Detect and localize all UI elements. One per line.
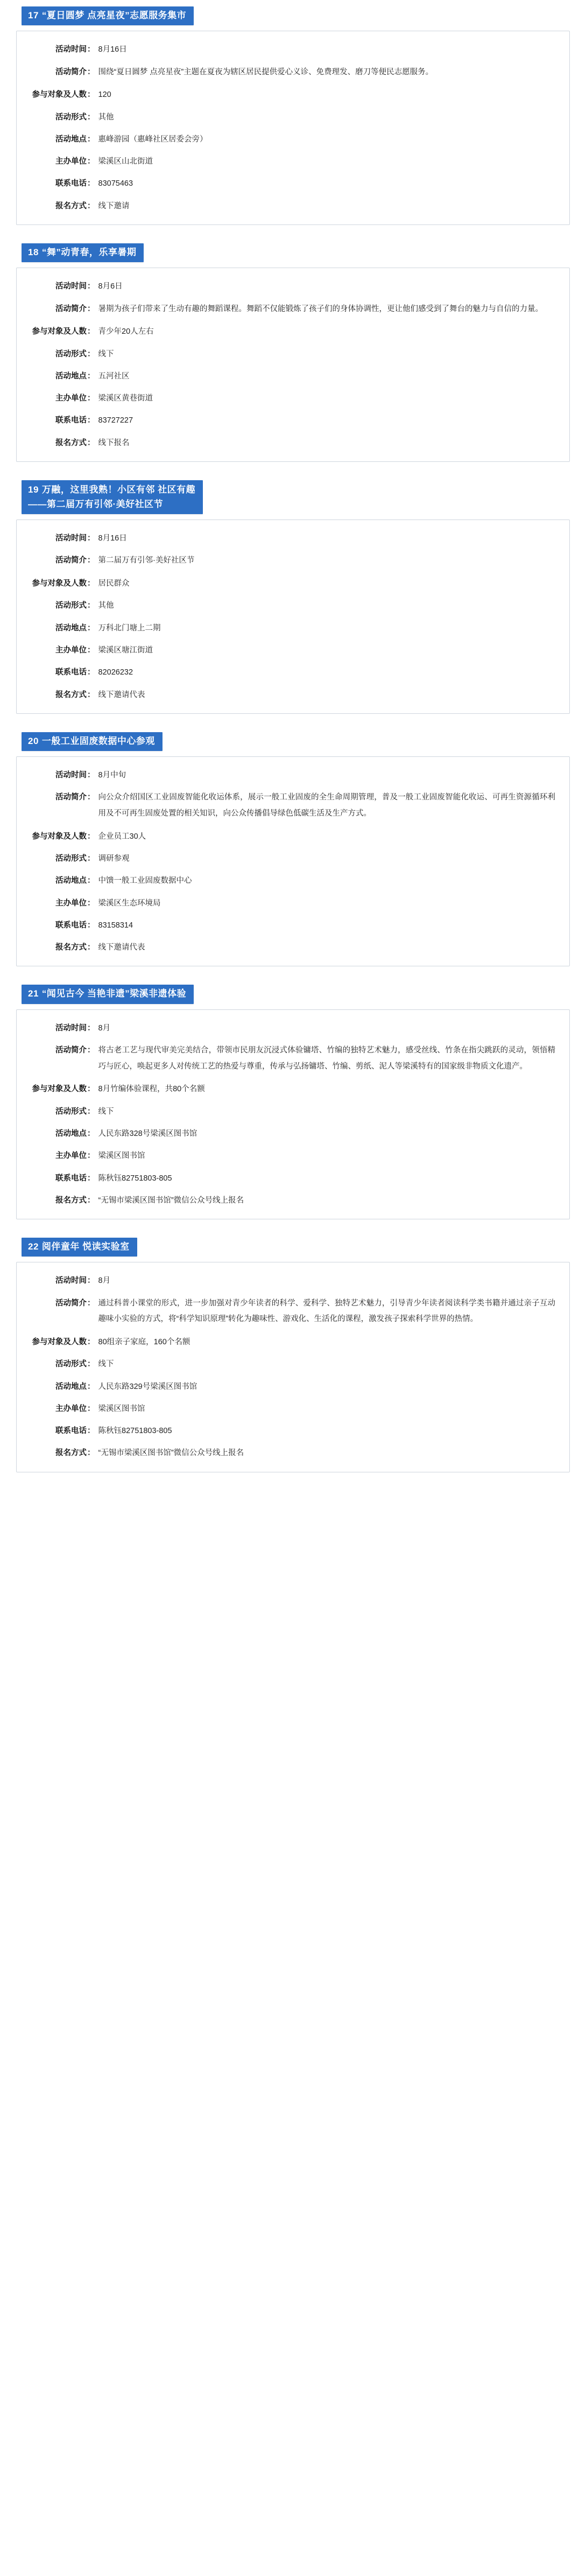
activity-title-banner-wrap [22,732,570,751]
field-colon: ： [87,1023,95,1033]
field-row-signup [31,940,555,955]
field-label-form: 活动形式 [55,1107,87,1116]
field-colon: ： [87,943,95,952]
field-label-form: 活动形式 [55,349,87,359]
field-row-form [31,110,555,125]
field-value-time: 8月16日 [98,45,127,54]
field-colon: ： [87,1404,95,1413]
activity-title-banner [22,6,194,25]
field-label-phone: 联系电话 [55,921,87,930]
field-colon: ： [87,67,95,76]
field-row-audience [31,324,555,339]
field-label-audience: 参与对象及人数 [32,1338,87,1347]
field-value-intro: 向公众介绍国区工业固废智能化收运体系，展示一般工业固废的全生命周期管理，普及一般工业固废智能化收运、可再生资源循环利用及不可再生固废处置的相关知识，向公众传播倡导绿色低碳生活及生产方式。 [98,793,555,818]
field-row-intro [31,790,555,822]
field-label-organizer: 主办单位 [55,1152,87,1161]
field-label-organizer: 主办单位 [55,899,87,908]
field-row-intro [31,65,555,81]
field-label-time: 活动时间 [55,1276,87,1286]
field-value-place: 人民东路328号梁溪区图书馆 [98,1129,197,1139]
activity-title-banner [22,1238,137,1257]
field-label-phone: 联系电话 [55,1427,87,1436]
field-label-time: 活动时间 [55,282,87,291]
field-colon: ： [87,854,95,864]
activity-title: 一般工业固废数据中心参观 [41,735,155,746]
field-label-organizer: 主办单位 [55,394,87,403]
field-value-phone: 82026232 [98,668,133,677]
field-value-form: 调研参观 [98,854,130,864]
field-colon: ： [87,1427,95,1436]
field-label-phone: 联系电话 [55,1174,87,1183]
activity-title: “闻见古今 当艳非遗”梁溪非遗体验 [41,988,187,999]
field-label-audience: 参与对象及人数 [32,90,87,100]
field-colon: ： [87,1360,95,1369]
field-label-place: 活动地点 [55,371,87,381]
field-value-phone: 陈秋钰82751803-805 [98,1174,172,1183]
activity-card [16,520,570,714]
field-row-phone [31,413,555,428]
field-colon: ： [87,304,95,313]
field-row-time [31,768,555,783]
field-colon: ： [87,899,95,908]
field-label-phone: 联系电话 [55,179,87,188]
field-label-place: 活动地点 [55,1382,87,1391]
field-label-intro: 活动简介 [55,1298,87,1308]
field-row-time [31,531,555,546]
field-row-organizer [31,154,555,169]
field-colon: ： [87,135,95,144]
field-colon: ： [87,771,95,780]
activity-item [0,732,586,967]
field-colon: ： [87,793,95,802]
field-value-time: 8月中旬 [98,771,126,780]
field-value-intro: 第二届万有引邻·美好社区节 [98,556,195,565]
field-row-time [31,279,555,294]
field-row-audience [31,87,555,102]
field-colon: ： [87,282,95,291]
field-label-intro: 活动简介 [55,556,87,565]
activity-number: 17 [28,10,39,20]
field-row-intro [31,1043,555,1075]
field-value-place: 人民东路329号梁溪区图书馆 [98,1382,197,1391]
field-label-place: 活动地点 [55,135,87,144]
field-value-audience: 居民群众 [98,579,130,588]
field-colon: ： [87,668,95,677]
field-value-form: 其他 [98,113,114,122]
field-value-audience: 80组亲子家庭，160个名额 [98,1338,190,1347]
field-row-time [31,1021,555,1036]
field-colon: ： [87,601,95,610]
field-value-phone: 83727227 [98,416,133,425]
field-colon: ： [87,832,95,841]
field-value-signup: “无锡市梁溪区图书馆”微信公众号线上报名 [98,1449,244,1458]
field-row-intro [31,301,555,318]
activity-title: “舞”动青春，乐享暑期 [41,247,137,257]
field-label-phone: 联系电话 [55,668,87,677]
activity-title-banner-wrap [22,480,570,514]
field-value-phone: 83158314 [98,921,133,930]
activity-card [16,268,570,462]
field-row-audience [31,829,555,844]
field-colon: ： [87,921,95,930]
field-label-audience: 参与对象及人数 [32,1085,87,1094]
field-colon: ： [87,1449,95,1458]
field-colon: ： [87,1046,95,1055]
field-value-phone: 陈秋钰82751803-805 [98,1427,172,1436]
field-row-organizer [31,896,555,911]
field-value-phone: 83075463 [98,179,133,188]
field-colon: ： [87,45,95,54]
field-row-organizer [31,1148,555,1163]
field-row-place [31,873,555,888]
field-label-form: 活动形式 [55,1360,87,1369]
activity-card [16,31,570,225]
field-row-intro [31,553,555,569]
field-label-audience: 参与对象及人数 [32,579,87,588]
field-row-time [31,42,555,57]
field-value-place: 中馈一般工业固废数据中心 [98,876,192,886]
field-row-audience [31,1335,555,1350]
field-colon: ： [87,579,95,588]
field-colon: ： [87,394,95,403]
activity-item [0,243,586,462]
field-row-audience [31,1082,555,1097]
field-value-signup: 线下报名 [98,438,130,447]
field-row-signup [31,687,555,703]
field-row-phone [31,918,555,933]
activity-title-banner-wrap [22,6,570,25]
field-value-time: 8月6日 [98,282,123,291]
field-colon: ： [87,416,95,425]
field-value-audience: 青少年20人左右 [98,327,154,336]
field-colon: ： [87,349,95,359]
activity-title-banner-wrap [22,1238,570,1257]
field-label-intro: 活动简介 [55,793,87,802]
field-colon: ： [87,438,95,447]
field-label-intro: 活动简介 [55,304,87,313]
field-colon: ： [87,1338,95,1347]
field-value-signup: “无锡市梁溪区图书馆”微信公众号线上报名 [98,1196,244,1205]
field-row-signup [31,1193,555,1208]
field-label-signup: 报名方式 [55,1449,87,1458]
field-row-form [31,851,555,866]
field-colon: ： [87,876,95,886]
field-colon: ： [87,1382,95,1391]
field-value-intro: 将古老工艺与现代审美完美结合，带领市民朋友沉浸式体验镛塔、竹编的独特艺术魅力，感受丝线、竹条在指尖跳跃的灵动，领悟精巧与匠心，唤起更多人对传统工艺的热爱与尊重，传承与弘扬镛塔、竹编、剪纸、泥人等梁溪特有的国家级非物质文化遗产。 [98,1046,555,1071]
field-label-form: 活动形式 [55,601,87,610]
field-value-organizer: 梁溪区塘江街道 [98,646,153,655]
field-label-audience: 参与对象及人数 [32,832,87,841]
field-label-place: 活动地点 [55,623,87,633]
field-label-time: 活动时间 [55,45,87,54]
activity-card [16,1009,570,1219]
field-label-time: 活动时间 [55,534,87,543]
field-value-form: 线下 [98,349,114,359]
field-colon: ： [87,646,95,655]
field-label-form: 活动形式 [55,854,87,864]
field-row-form [31,598,555,613]
field-colon: ： [87,556,95,565]
field-label-time: 活动时间 [55,771,87,780]
activity-title: 阅伴童年 悦读实验室 [41,1241,130,1252]
field-label-form: 活动形式 [55,113,87,122]
field-label-signup: 报名方式 [55,1196,87,1205]
activity-number: 22 [28,1241,39,1252]
activity-item [0,480,586,714]
activity-title: “夏日圆梦 点亮星夜”志愿服务集市 [41,10,187,20]
field-colon: ： [87,327,95,336]
activity-number: 20 [28,735,39,746]
field-value-time: 8月 [98,1276,111,1286]
field-value-form: 线下 [98,1360,114,1369]
field-label-organizer: 主办单位 [55,1404,87,1413]
field-colon: ： [87,371,95,381]
field-colon: ： [87,1174,95,1183]
activity-item [0,1238,586,1472]
field-row-place [31,621,555,636]
field-label-time: 活动时间 [55,1023,87,1033]
field-row-signup [31,1445,555,1461]
field-value-time: 8月 [98,1023,111,1033]
field-row-form [31,347,555,362]
field-row-place [31,132,555,147]
field-value-form: 线下 [98,1107,114,1116]
activity-number: 21 [28,988,39,999]
field-row-signup [31,199,555,214]
field-value-organizer: 梁溪区图书馆 [98,1152,145,1161]
activity-title-banner [22,732,163,751]
field-colon: ： [87,1152,95,1161]
field-row-place [31,1379,555,1394]
field-row-signup [31,436,555,451]
field-value-signup: 线下邀请代表 [98,943,145,952]
field-label-organizer: 主办单位 [55,157,87,166]
field-label-signup: 报名方式 [55,943,87,952]
field-value-intro: 暑期为孩子们带来了生动有趣的舞蹈课程。舞蹈不仅能锻炼了孩子们的身体协调性，更让他们感受到了舞台的魅力与自信的力量。 [98,304,543,313]
field-row-time [31,1273,555,1288]
field-row-organizer [31,391,555,406]
field-colon: ： [87,1298,95,1308]
field-label-audience: 参与对象及人数 [32,327,87,336]
activity-card [16,756,570,966]
field-value-audience: 8月竹编体验课程，共80个名额 [98,1085,205,1094]
field-colon: ： [87,1085,95,1094]
field-label-place: 活动地点 [55,876,87,886]
field-value-place: 万科北门塘上二期 [98,623,161,633]
field-value-organizer: 梁溪区山北街道 [98,157,153,166]
field-value-time: 8月16日 [98,534,127,543]
field-colon: ： [87,90,95,100]
field-row-organizer [31,1401,555,1416]
activity-title-banner [22,480,203,514]
activity-title-line: ——第二届万有引邻·美好社区节 [28,499,164,510]
field-colon: ： [87,179,95,188]
activity-title-banner-wrap [22,243,570,262]
field-value-audience: 120 [98,90,111,100]
field-row-intro [31,1296,555,1328]
activity-title-banner-wrap [22,985,570,1003]
field-value-signup: 线下邀请 [98,201,130,210]
field-colon: ： [87,690,95,699]
field-value-organizer: 梁溪区黄巷街道 [98,394,153,403]
field-value-place: 惠峰游园（惠峰社区居委会旁） [98,135,208,144]
field-row-phone [31,1171,555,1186]
field-value-audience: 企业员工30人 [98,832,146,841]
field-label-organizer: 主办单位 [55,646,87,655]
field-colon: ： [87,1107,95,1116]
activity-title-banner [22,985,194,1003]
field-row-phone [31,665,555,680]
field-colon: ： [87,1129,95,1139]
field-value-intro: 通过科普小课堂的形式，进一步加强对青少年读者的科学、爱科学、独特艺术魅力，引导青少年读者阅读科学类书籍并通过亲子互动趣味小实验的方式，将“科学知识原理”转化为趣味性、游戏化、生活化的课程，激发孩子探索科学世界的热情。 [98,1298,555,1324]
field-value-organizer: 梁溪区生态环境局 [98,899,161,908]
field-colon: ： [87,623,95,633]
field-row-place [31,369,555,384]
activity-item [0,985,586,1219]
field-value-form: 其他 [98,601,114,610]
field-row-form [31,1357,555,1372]
field-value-organizer: 梁溪区图书馆 [98,1404,145,1413]
field-label-signup: 报名方式 [55,438,87,447]
activity-number: 18 [28,247,39,257]
field-colon: ： [87,534,95,543]
field-label-intro: 活动简介 [55,67,87,76]
field-row-organizer [31,643,555,658]
field-colon: ： [87,201,95,210]
field-row-audience [31,576,555,591]
field-colon: ： [87,113,95,122]
field-label-intro: 活动简介 [55,1046,87,1055]
activity-card [16,1262,570,1472]
activity-title-banner [22,243,144,262]
field-row-phone [31,1423,555,1438]
field-row-phone [31,176,555,191]
field-value-place: 五河社区 [98,371,130,381]
field-value-intro: 围绕“夏日圆梦 点亮星夜”主题在夏夜为辖区居民提供爱心义诊、免费理发、磨刀等便民志愿服务。 [98,67,434,76]
field-row-place [31,1126,555,1141]
activity-number: 19 [28,484,39,495]
field-colon: ： [87,1276,95,1286]
field-label-phone: 联系电话 [55,416,87,425]
field-colon: ： [87,1196,95,1205]
field-label-signup: 报名方式 [55,690,87,699]
field-row-form [31,1104,555,1119]
field-label-signup: 报名方式 [55,201,87,210]
activity-item [0,6,586,225]
activity-title-line: 万融，这里我熟！小区有邻 社区有趣 [41,484,196,495]
field-label-place: 活动地点 [55,1129,87,1139]
field-colon: ： [87,157,95,166]
field-value-signup: 线下邀请代表 [98,690,145,699]
